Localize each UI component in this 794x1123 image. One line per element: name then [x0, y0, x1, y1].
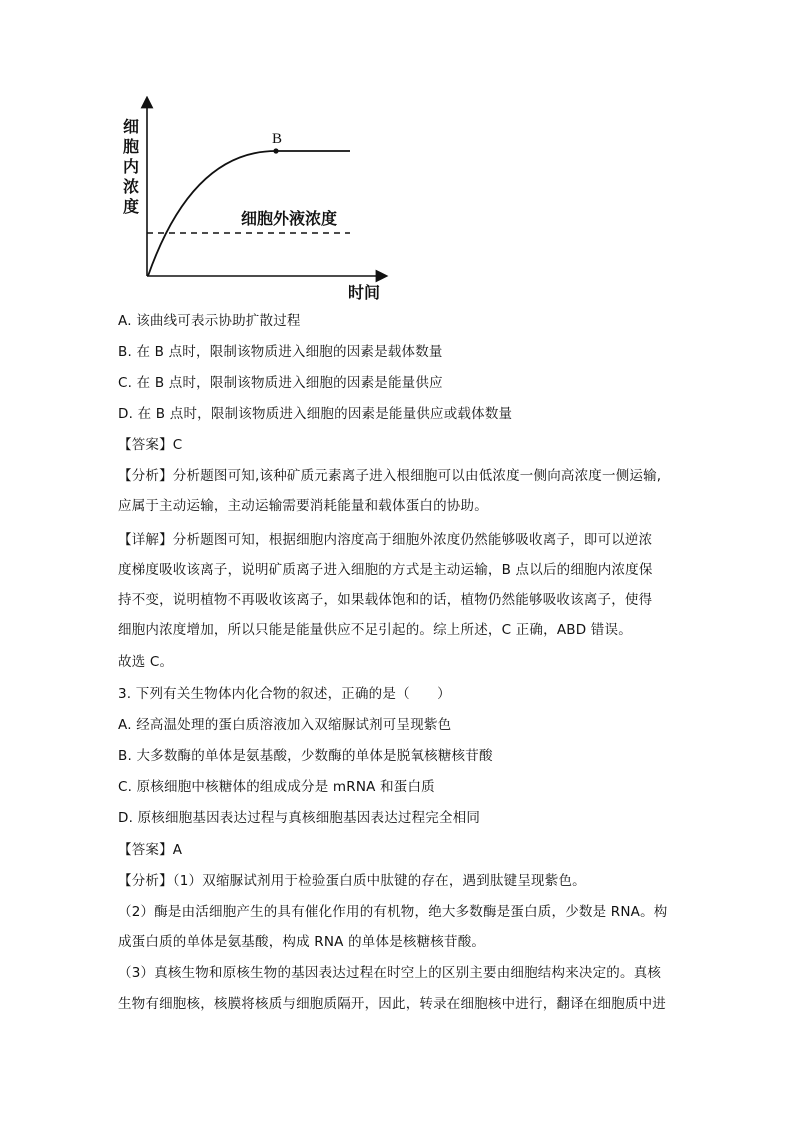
- q2-option-a: A. 该曲线可表示协助扩散过程: [118, 313, 301, 329]
- q2-detail-line: 细胞内浓度增加，所以只能是能量供应不足引起的。综上所述，C 正确，ABD 错误。: [118, 622, 632, 638]
- y-label-char: 胞: [123, 137, 140, 156]
- q3-analysis-line: 【分析】（1）双缩脲试剂用于检验蛋白质中肽键的存在，遇到肽键呈现紫色。: [118, 873, 586, 889]
- q3-analysis-line: （3）真核生物和原核生物的基因表达过程在时空上的区别主要由细胞结构来决定的。真核: [118, 965, 662, 981]
- dashed-line-label: 细胞外液浓度: [241, 209, 338, 228]
- y-label-char: 细: [123, 117, 140, 136]
- point-b-label: B: [272, 131, 283, 147]
- q3-option-b: B. 大多数酶的单体是氨基酸，少数酶的单体是脱氧核糖核苷酸: [118, 748, 493, 764]
- y-label-char: 度: [123, 197, 140, 216]
- y-label-char: 内: [123, 157, 140, 176]
- q2-detail-line: 【详解】分析题图可知，根据细胞内溶度高于细胞外浓度仍然能够吸收离子，即可以逆浓: [118, 532, 653, 548]
- q2-detail-line: 持不变，说明植物不再吸收该离子，如果载体饱和的话，植物仍然能够吸收该离子，使得: [118, 592, 653, 608]
- q2-option-c: C. 在 B 点时，限制该物质进入细胞的因素是能量供应: [118, 375, 443, 391]
- q3-analysis-line: 成蛋白质的单体是氨基酸，构成 RNA 的单体是核糖核苷酸。: [118, 934, 486, 950]
- q3-option-a: A. 经高温处理的蛋白质溶液加入双缩脲试剂可呈现紫色: [118, 717, 452, 733]
- q3-answer: 【答案】A: [118, 842, 183, 858]
- q3-option-c: C. 原核细胞中核糖体的组成成分是 mRNA 和蛋白质: [118, 779, 435, 795]
- q2-conclusion: 故选 C。: [118, 654, 174, 670]
- y-label-char: 浓: [123, 177, 140, 196]
- q2-answer: 【答案】C: [118, 437, 183, 453]
- q2-detail-line: 度梯度吸收该离子，说明矿质离子进入细胞的方式是主动运输，B 点以后的细胞内浓度保: [118, 562, 653, 578]
- x-axis-label: 时间: [348, 283, 381, 302]
- q2-analysis-line: 应属于主动运输，主动运输需要消耗能量和载体蛋白的协助。: [118, 498, 488, 514]
- point-b-marker: [273, 148, 278, 153]
- q3-analysis-line: 生物有细胞核，核膜将核质与细胞质隔开，因此，转录在细胞核中进行，翻译在细胞质中进: [118, 996, 666, 1012]
- concentration-time-graph: [110, 96, 400, 306]
- q3-analysis-line: （2）酶是由活细胞产生的具有催化作用的有机物，绝大多数酶是蛋白质，少数是 RNA。构: [118, 904, 668, 920]
- q2-option-b: B. 在 B 点时，限制该物质进入细胞的因素是载体数量: [118, 344, 443, 360]
- q2-analysis-line: 【分析】分析题图可知,该种矿质元素离子进入根细胞可以由低浓度一侧向高浓度一侧运输,: [118, 468, 662, 484]
- q2-option-d: D. 在 B 点时，限制该物质进入细胞的因素是能量供应或载体数量: [118, 406, 513, 422]
- q3-option-d: D. 原核细胞基因表达过程与真核细胞基因表达过程完全相同: [118, 810, 481, 826]
- y-axis-label: [123, 117, 139, 216]
- q3-stem: 3. 下列有关生物体内化合物的叙述，正确的是（ ）: [118, 686, 451, 702]
